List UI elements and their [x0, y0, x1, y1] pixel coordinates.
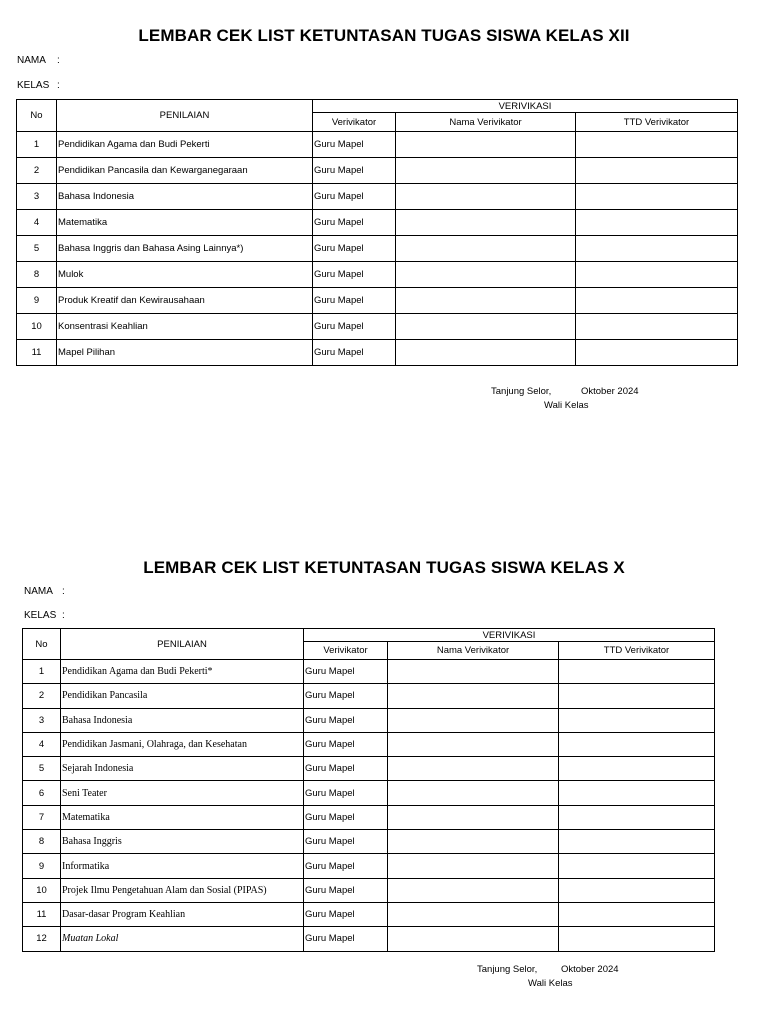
- nama-label: NAMA: [17, 55, 46, 66]
- kelas-colon: :: [62, 610, 65, 621]
- table-row: [23, 927, 715, 951]
- row-number: 3: [17, 184, 57, 210]
- table-row: [23, 781, 715, 805]
- table-row: [17, 158, 738, 184]
- verifier-signature-cell: [559, 830, 715, 854]
- verifier-signature-cell: [559, 684, 715, 708]
- verifier-name-cell: [396, 210, 576, 236]
- subject-name: Pendidikan Jasmani, Olahraga, dan Kesehatan: [61, 732, 304, 756]
- header-ttd-verivikator: TTD Verivikator: [559, 642, 715, 660]
- nama-label: NAMA: [24, 586, 53, 597]
- verifier-name-cell: [396, 184, 576, 210]
- row-number: 1: [23, 660, 61, 684]
- verifier-role: Guru Mapel: [313, 210, 396, 236]
- subject-name: Dasar-dasar Program Keahlian: [61, 902, 304, 926]
- subject-name: Pendidikan Agama dan Budi Pekerti*: [61, 660, 304, 684]
- verifier-role: Guru Mapel: [304, 854, 388, 878]
- subject-name: Seni Teater: [61, 781, 304, 805]
- subject-name: Pendidikan Pancasila dan Kewarganegaraan: [57, 158, 313, 184]
- verifier-name-cell: [396, 236, 576, 262]
- subject-name: Mulok: [57, 262, 313, 288]
- table-row: [23, 902, 715, 926]
- header-penilaian: PENILAIAN: [57, 100, 313, 132]
- verifier-name-cell: [396, 288, 576, 314]
- header-nama-verivikator: Nama Verivikator: [396, 113, 576, 132]
- verifier-signature-cell: [559, 781, 715, 805]
- verifier-name-cell: [388, 732, 559, 756]
- verifier-role: Guru Mapel: [304, 830, 388, 854]
- subject-name: Pendidikan Pancasila: [61, 684, 304, 708]
- verifier-name-cell: [396, 132, 576, 158]
- checklist-table-x: [22, 628, 715, 952]
- subject-name: Bahasa Indonesia: [61, 708, 304, 732]
- verifier-role: Guru Mapel: [313, 158, 396, 184]
- table-row: [23, 805, 715, 829]
- verifier-name-cell: [388, 830, 559, 854]
- table-row: [23, 684, 715, 708]
- table-row: [17, 132, 738, 158]
- signer-xii: Wali Kelas: [544, 400, 589, 411]
- verifier-role: Guru Mapel: [304, 781, 388, 805]
- signer-x: Wali Kelas: [528, 978, 573, 989]
- verifier-name-cell: [396, 262, 576, 288]
- verifier-signature-cell: [576, 158, 738, 184]
- subject-name: Matematika: [57, 210, 313, 236]
- verifier-role: Guru Mapel: [304, 878, 388, 902]
- place-xii: Tanjung Selor,: [491, 386, 552, 397]
- row-number: 2: [17, 158, 57, 184]
- header-verivikator: Verivikator: [313, 113, 396, 132]
- verifier-role: Guru Mapel: [313, 132, 396, 158]
- header-penilaian: PENILAIAN: [61, 629, 304, 660]
- verifier-signature-cell: [559, 878, 715, 902]
- verifier-role: Guru Mapel: [313, 236, 396, 262]
- verifier-role: Guru Mapel: [304, 927, 388, 951]
- header-verivikasi: VERIVIKASI: [313, 100, 738, 113]
- date-xii: Oktober 2024: [581, 386, 639, 397]
- row-number: 8: [17, 262, 57, 288]
- verifier-signature-cell: [559, 708, 715, 732]
- verifier-role: Guru Mapel: [304, 708, 388, 732]
- kelas-label: KELAS: [24, 610, 57, 621]
- nama-colon: :: [62, 586, 65, 597]
- row-number: 12: [23, 927, 61, 951]
- title-kelas-xii: LEMBAR CEK LIST KETUNTASAN TUGAS SISWA KELAS XII: [138, 26, 630, 45]
- row-number: 8: [23, 830, 61, 854]
- verifier-name-cell: [396, 158, 576, 184]
- subject-name: Pendidikan Agama dan Budi Pekerti: [57, 132, 313, 158]
- verifier-signature-cell: [576, 210, 738, 236]
- subject-name: Produk Kreatif dan Kewirausahaan: [57, 288, 313, 314]
- verifier-name-cell: [388, 805, 559, 829]
- verifier-role: Guru Mapel: [304, 902, 388, 926]
- table-row: [23, 708, 715, 732]
- table-row: [17, 236, 738, 262]
- header-no: No: [17, 100, 57, 132]
- verifier-signature-cell: [559, 902, 715, 926]
- verifier-name-cell: [388, 684, 559, 708]
- row-number: 9: [23, 854, 61, 878]
- header-nama-verivikator: Nama Verivikator: [388, 642, 559, 660]
- kelas-label: KELAS: [17, 80, 50, 91]
- verifier-role: Guru Mapel: [313, 184, 396, 210]
- row-number: 10: [17, 314, 57, 340]
- verifier-name-cell: [388, 902, 559, 926]
- table-row: [23, 757, 715, 781]
- subject-name: Bahasa Indonesia: [57, 184, 313, 210]
- row-number: 2: [23, 684, 61, 708]
- row-number: 1: [17, 132, 57, 158]
- subject-name: Konsentrasi Keahlian: [57, 314, 313, 340]
- nama-field-xii: [17, 55, 60, 66]
- row-number: 5: [23, 757, 61, 781]
- verifier-signature-cell: [559, 732, 715, 756]
- row-number: 4: [17, 210, 57, 236]
- table-row: [17, 340, 738, 366]
- verifier-name-cell: [388, 660, 559, 684]
- row-number: 5: [17, 236, 57, 262]
- row-number: 11: [17, 340, 57, 366]
- verifier-role: Guru Mapel: [313, 262, 396, 288]
- verifier-name-cell: [388, 708, 559, 732]
- verifier-signature-cell: [559, 757, 715, 781]
- subject-name: Bahasa Inggris dan Bahasa Asing Lainnya*): [57, 236, 313, 262]
- verifier-signature-cell: [576, 340, 738, 366]
- verifier-name-cell: [388, 781, 559, 805]
- kelas-colon: :: [57, 80, 60, 91]
- verifier-signature-cell: [559, 854, 715, 878]
- verifier-signature-cell: [576, 262, 738, 288]
- table-row: [23, 854, 715, 878]
- subject-name: Muatan Lokal: [61, 927, 304, 951]
- verifier-name-cell: [388, 878, 559, 902]
- table-row: [23, 830, 715, 854]
- verifier-role: Guru Mapel: [304, 757, 388, 781]
- verifier-signature-cell: [576, 314, 738, 340]
- subject-name: Sejarah Indonesia: [61, 757, 304, 781]
- verifier-role: Guru Mapel: [304, 684, 388, 708]
- row-number: 9: [17, 288, 57, 314]
- verifier-role: Guru Mapel: [313, 340, 396, 366]
- verifier-signature-cell: [559, 660, 715, 684]
- subject-name: Mapel Pilihan: [57, 340, 313, 366]
- kelas-field-x: [24, 610, 65, 621]
- verifier-role: Guru Mapel: [313, 314, 396, 340]
- header-no: No: [23, 629, 61, 660]
- header-verivikasi: VERIVIKASI: [304, 629, 715, 642]
- row-number: 4: [23, 732, 61, 756]
- verifier-role: Guru Mapel: [313, 288, 396, 314]
- kelas-field-xii: [17, 80, 60, 91]
- table-row: [23, 878, 715, 902]
- verifier-name-cell: [388, 757, 559, 781]
- verifier-name-cell: [388, 854, 559, 878]
- verifier-signature-cell: [559, 927, 715, 951]
- header-verivikator: Verivikator: [304, 642, 388, 660]
- verifier-name-cell: [396, 314, 576, 340]
- row-number: 6: [23, 781, 61, 805]
- table-row: [23, 732, 715, 756]
- row-number: 7: [23, 805, 61, 829]
- row-number: 3: [23, 708, 61, 732]
- header-ttd-verivikator: TTD Verivikator: [576, 113, 738, 132]
- title-kelas-x: LEMBAR CEK LIST KETUNTASAN TUGAS SISWA KELAS X: [143, 558, 625, 577]
- table-row: [17, 288, 738, 314]
- date-x: Oktober 2024: [561, 964, 619, 975]
- verifier-name-cell: [396, 340, 576, 366]
- subject-name: Projek Ilmu Pengetahuan Alam dan Sosial (PIPAS): [61, 878, 304, 902]
- nama-field-x: [24, 586, 65, 597]
- verifier-role: Guru Mapel: [304, 732, 388, 756]
- table-row: [23, 660, 715, 684]
- table-row: [17, 210, 738, 236]
- table-row: [17, 184, 738, 210]
- verifier-signature-cell: [559, 805, 715, 829]
- verifier-name-cell: [388, 927, 559, 951]
- place-x: Tanjung Selor,: [477, 964, 538, 975]
- table-row: [17, 262, 738, 288]
- checklist-table-xii: [16, 99, 738, 366]
- row-number: 11: [23, 902, 61, 926]
- row-number: 10: [23, 878, 61, 902]
- verifier-role: Guru Mapel: [304, 805, 388, 829]
- verifier-signature-cell: [576, 236, 738, 262]
- verifier-signature-cell: [576, 132, 738, 158]
- verifier-signature-cell: [576, 184, 738, 210]
- subject-name: Bahasa Inggris: [61, 830, 304, 854]
- verifier-signature-cell: [576, 288, 738, 314]
- table-row: [17, 314, 738, 340]
- verifier-role: Guru Mapel: [304, 660, 388, 684]
- subject-name: Informatika: [61, 854, 304, 878]
- nama-colon: :: [57, 55, 60, 66]
- subject-name: Matematika: [61, 805, 304, 829]
